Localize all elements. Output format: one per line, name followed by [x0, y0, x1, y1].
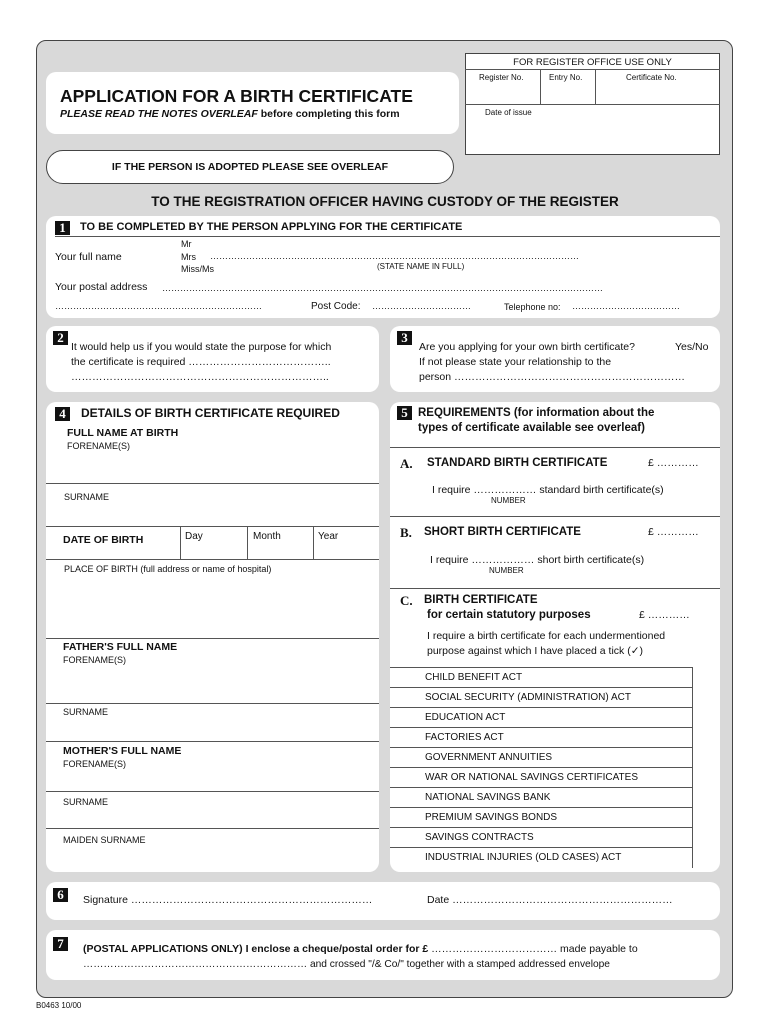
option-b-price[interactable]: £ …………: [648, 526, 699, 538]
option-c-title-2: for certain statutory purposes: [427, 609, 591, 621]
act-row[interactable]: [390, 707, 693, 727]
entry-no-label: Entry No.: [549, 73, 583, 82]
s4-rule-8: [46, 828, 379, 829]
section-7-line1: [83, 943, 638, 956]
s4-rule-2: [46, 526, 379, 527]
s5-rule-c: [390, 588, 720, 589]
act-label: EDUCATION ACT: [425, 712, 506, 723]
forenames-label: FORENAME(S): [67, 441, 130, 451]
act-label: GOVERNMENT ANNUITIES: [425, 752, 553, 763]
act-label: SOCIAL SECURITY (ADMINISTRATION) ACT: [425, 692, 631, 703]
act-row[interactable]: [390, 807, 693, 827]
act-label: CHILD BENEFIT ACT: [425, 672, 523, 683]
section-2-number: 2: [53, 331, 68, 345]
section-3-line1: Are you applying for your own birth certificate?: [419, 341, 635, 353]
act-label: PREMIUM SAVINGS BONDS: [425, 812, 558, 823]
option-c-text-2: purpose against which I have placed a tick (✓): [427, 645, 643, 657]
section-2-line3[interactable]: ………………………………………………………………..: [71, 371, 329, 383]
dob-divider-1: [180, 526, 181, 559]
fathers-name-label: FATHER'S FULL NAME: [63, 641, 178, 653]
act-row[interactable]: [390, 727, 693, 747]
s5-rule-b: [390, 516, 720, 517]
act-label: SAVINGS CONTRACTS: [425, 832, 534, 843]
place-of-birth-label: PLACE OF BIRTH (full address or name of hospital): [64, 564, 272, 574]
dob-month-field[interactable]: Month: [253, 531, 281, 542]
section-7-line1-bold: (POSTAL APPLICATIONS ONLY) I enclose a cheque/postal order for £: [83, 943, 429, 955]
option-c-letter: C.: [400, 593, 413, 608]
section-4-number: 4: [55, 407, 70, 421]
act-row[interactable]: [390, 767, 693, 787]
dob-year-field[interactable]: Year: [318, 531, 339, 542]
act-label: WAR OR NATIONAL SAVINGS CERTIFICATES: [425, 772, 638, 783]
s4-rule-4: [46, 638, 379, 639]
subtitle-rest: before completing this form: [260, 108, 400, 120]
title-mr[interactable]: Mr: [181, 239, 192, 249]
section-1-heading-rule: [55, 236, 720, 237]
form-code: B0463 10/00: [36, 1001, 82, 1010]
section-2-line1: It would help us if you would state the purpose for which: [71, 341, 332, 353]
office-divider-2: [465, 104, 720, 105]
date-of-birth-label: DATE OF BIRTH: [63, 534, 144, 546]
option-b-letter: B.: [400, 525, 412, 540]
adopted-note: IF THE PERSON IS ADOPTED PLEASE SEE OVERLEAF: [111, 161, 389, 173]
full-name-label: Your full name: [55, 251, 122, 263]
office-use-title: FOR REGISTER OFFICE USE ONLY: [513, 57, 672, 68]
section-3-line2: If not please state your relationship to the: [419, 356, 612, 368]
mother-forenames-label: FORENAME(S): [63, 759, 126, 769]
act-row[interactable]: [390, 787, 693, 807]
section-7-line1-rest[interactable]: ……………………………… made payable to: [431, 943, 638, 955]
option-a-letter: A.: [400, 456, 413, 471]
section-2-line2[interactable]: the certificate is required …………………………………..: [71, 356, 331, 368]
postal-address-line2[interactable]: ……………………………………………………………: [55, 301, 262, 311]
surname-label: SURNAME: [64, 492, 110, 502]
option-b-number-hint: NUMBER: [489, 566, 524, 575]
option-a-price[interactable]: £ …………: [648, 457, 699, 469]
mother-surname-label: SURNAME: [63, 797, 109, 807]
act-label: NATIONAL SAVINGS BANK: [425, 792, 551, 803]
option-b-title: SHORT BIRTH CERTIFICATE: [424, 526, 581, 538]
act-row[interactable]: [390, 847, 693, 867]
yes-no-option[interactable]: Yes/No: [675, 341, 709, 353]
office-divider-1: [465, 69, 720, 70]
act-row[interactable]: [390, 827, 693, 847]
title-miss-ms[interactable]: Miss/Ms: [181, 264, 214, 274]
section-5-number: 5: [397, 406, 412, 420]
option-a-number-hint: NUMBER: [491, 496, 526, 505]
option-a-require[interactable]: I require ……………… standard birth certificate(s): [432, 484, 664, 496]
page-title: APPLICATION FOR A BIRTH CERTIFICATE: [60, 86, 413, 106]
office-divider-v2: [595, 69, 596, 104]
act-row[interactable]: [390, 687, 693, 707]
subtitle-italic: PLEASE READ THE NOTES OVERLEAF: [60, 108, 258, 120]
signature-field[interactable]: Signature ……………………………………………………………: [83, 894, 373, 906]
maiden-surname-label: MAIDEN SURNAME: [63, 835, 146, 845]
option-b-require[interactable]: I require ……………… short birth certificate(s): [430, 554, 645, 566]
option-c-text-1: I require a birth certificate for each undermentioned: [427, 630, 666, 642]
father-forenames-label: FORENAME(S): [63, 655, 126, 665]
section-1-heading: TO BE COMPLETED BY THE PERSON APPLYING FOR THE CERTIFICATE: [80, 221, 463, 233]
tick-column-divider: [692, 667, 693, 868]
telephone-field[interactable]: ………………………………: [572, 301, 680, 311]
act-row[interactable]: [390, 747, 693, 767]
postal-address-label: Your postal address: [55, 281, 148, 293]
section-7-line2[interactable]: ………………………………………………………… and crossed "/& Co/" together with a stamped addressed envelope: [83, 959, 610, 970]
act-label: INDUSTRIAL INJURIES (OLD CASES) ACT: [425, 852, 622, 863]
act-label: FACTORIES ACT: [425, 732, 504, 743]
s4-rule-1: [46, 483, 379, 484]
postal-address-field[interactable]: …………………………………………………………………………………………………………………………………: [162, 283, 603, 293]
section-3-line3[interactable]: person …………………………………………………………: [419, 371, 686, 383]
section-3-number: 3: [397, 331, 412, 345]
section-7-number: 7: [53, 937, 68, 951]
father-surname-label: SURNAME: [63, 707, 109, 717]
mothers-name-label: MOTHER'S FULL NAME: [63, 745, 182, 757]
section-4-heading: DETAILS OF BIRTH CERTIFICATE REQUIRED: [81, 406, 340, 420]
post-code-label: Post Code:: [311, 301, 361, 312]
office-divider-v1: [540, 69, 541, 104]
date-field[interactable]: Date ………………………………………………………: [427, 894, 673, 906]
dob-divider-2: [247, 526, 248, 559]
telephone-label: Telephone no:: [504, 302, 561, 312]
title-mrs[interactable]: Mrs: [181, 252, 196, 262]
state-name-hint: (STATE NAME IN FULL): [377, 262, 465, 271]
post-code-field[interactable]: ……………………………: [372, 301, 471, 311]
s4-rule-3: [46, 559, 379, 560]
act-row[interactable]: [390, 667, 693, 687]
option-c-title-1: BIRTH CERTIFICATE: [424, 594, 538, 606]
section-6-number: 6: [53, 888, 68, 902]
date-of-issue-label: Date of issue: [485, 108, 532, 117]
s5-rule-a: [390, 447, 720, 448]
s4-rule-7: [46, 791, 379, 792]
section-5-heading-2: types of certificate available see overleaf): [418, 422, 645, 434]
dob-divider-3: [313, 526, 314, 559]
full-name-at-birth-label: FULL NAME AT BIRTH: [67, 427, 179, 439]
s4-rule-6: [46, 741, 379, 742]
section-1-number: 1: [55, 221, 70, 235]
page-subtitle: [60, 108, 400, 121]
dob-day-field[interactable]: Day: [185, 531, 203, 542]
register-no-label: Register No.: [479, 73, 524, 82]
main-heading: TO THE REGISTRATION OFFICER HAVING CUSTODY OF THE REGISTER: [151, 194, 619, 209]
s4-rule-5: [46, 703, 379, 704]
option-c-price[interactable]: £ …………: [639, 609, 690, 621]
certificate-no-label: Certificate No.: [626, 73, 677, 82]
option-a-title: STANDARD BIRTH CERTIFICATE: [427, 457, 608, 469]
section-5-heading-1: REQUIREMENTS (for information about the: [418, 407, 655, 419]
full-name-field[interactable]: ……………………………………………………………………………………………………………: [210, 251, 579, 261]
